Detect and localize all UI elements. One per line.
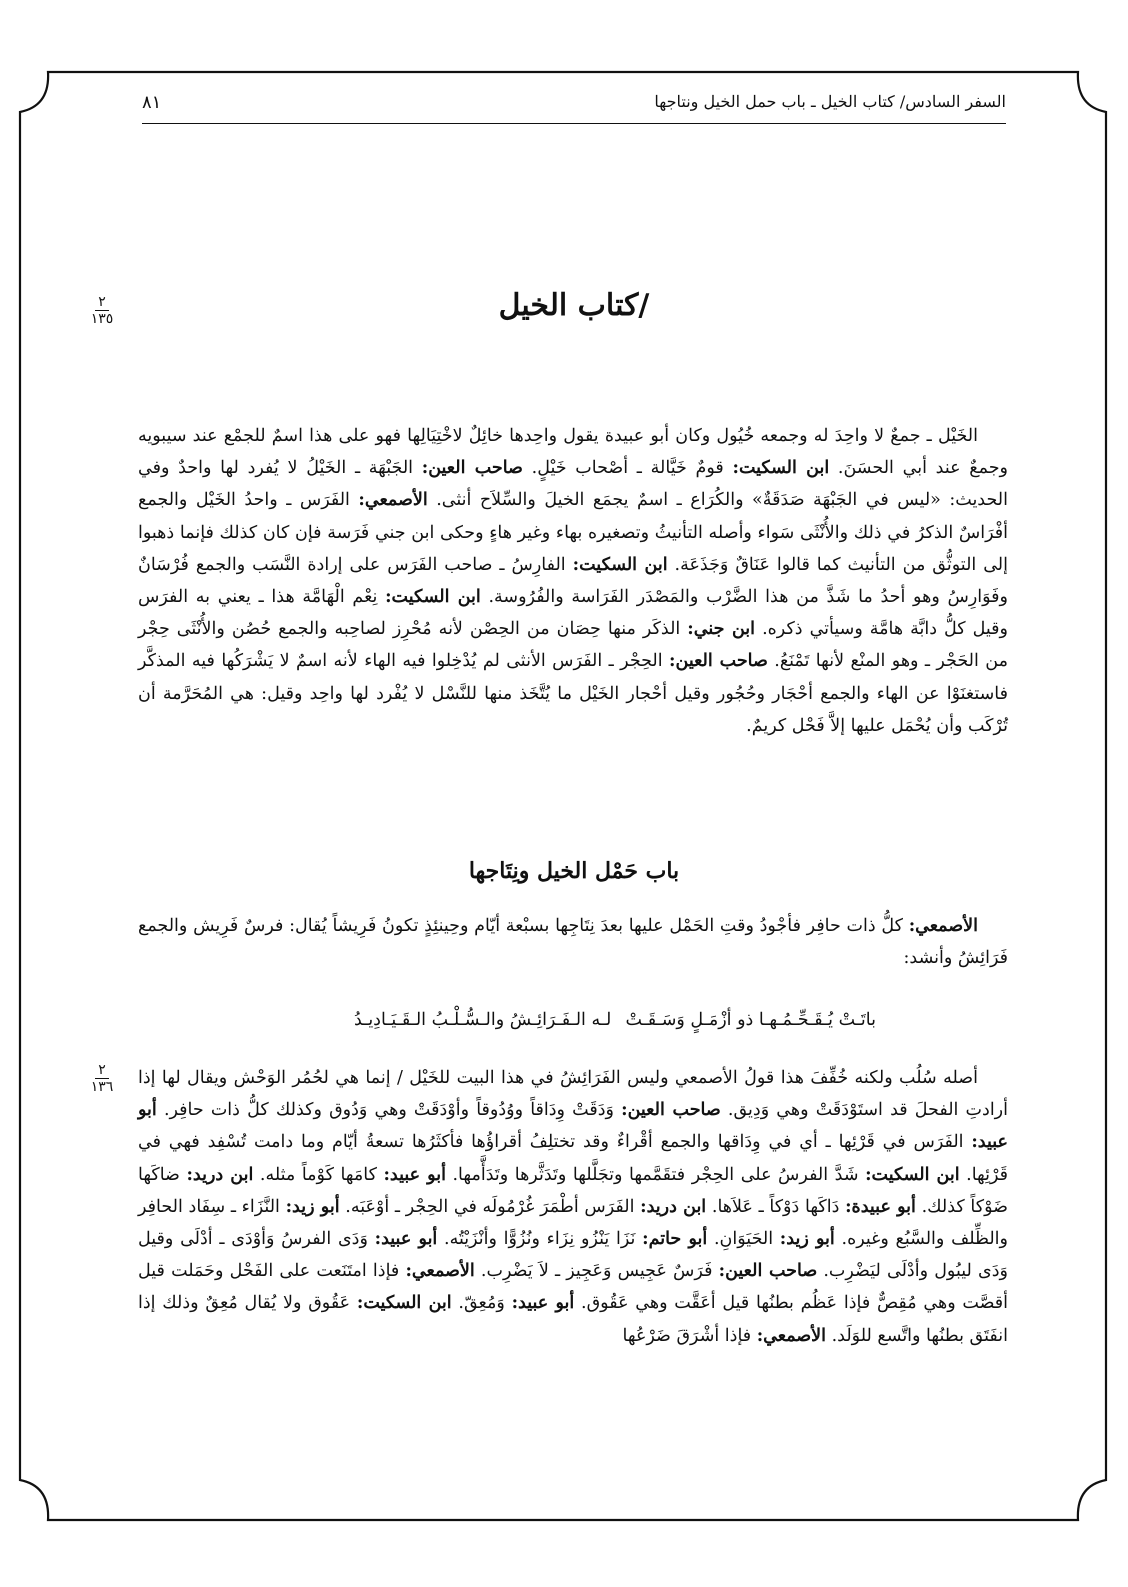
verse-first-hemistich: باتَـتْ يُـقَـحِّـمُـهـا ذو أزْمَـلٍ وَسَـقَـتْ xyxy=(625,1010,876,1030)
verse-second-hemistich: لـه الـفَـرَائِـشُ والـسُّـلْـبُ الـقَـيَـادِيـدُ xyxy=(354,1010,612,1030)
source-attribution: صاحب العين: xyxy=(669,651,768,672)
text-run: شَدَّ الفرسُ على الحِجْر فتقَمَّمها وتجَلَّلها وتَدَثَّرها وتَدَأَّمها. xyxy=(445,1164,866,1185)
text-run: عَقُوق ولا يُقال مُعِقٌ وذلك إذا انفَتَق بطنُها واتَّسع للوَلَد. xyxy=(138,1293,1008,1346)
source-attribution: ابن السكيت: xyxy=(865,1164,960,1185)
poetry-verse xyxy=(142,1010,1006,1044)
paragraph-1 xyxy=(138,420,1008,742)
text-run: دَاكَها دَوْكاً ـ عَلاَها. xyxy=(706,1196,846,1217)
text-run: الحِجْر ـ الفَرَس الأنثى لم يُدْخِلوا فيه الهاء لأنه اسمٌ لا يَشْرَكُها فيه المذكَّر فاستغنَوْا عن الهاء والجمع أحْجَار وحُجُور وقيل أحْجار الخَيْل ما يُتَّخَذ منها للنَّسْل لا يُفْرد لها واحِد وقيل: هي المُحَرَّمة أن تُرْكَب وأن يُحْمَل عليها إلاَّ فَحْل كريمٌ. xyxy=(138,651,1008,736)
source-attribution: أبو زيد: xyxy=(285,1196,340,1217)
text-run: الخَيْل ـ جمعٌ لا واحِدَ له وجمعه خُيُول وكان أبو عبيدة يقول واحِدها خائِلٌ لاخْتِيَالِها فهو على هذا اسمٌ للجمْع عند سيبويه وجمعٌ عند أبي الحسَنَ. xyxy=(138,426,1008,479)
text-run: الفَرَس أطْمَرَ غُرْمُولَه في الحِجْر ـ أوْعَبَه. xyxy=(339,1196,641,1217)
text-run: فَرَسٌ عَجِيس وَعَجِيز ـ لاَ يَضْرِب. xyxy=(474,1261,719,1282)
source-attribution: أبو عبيد: xyxy=(511,1293,575,1314)
source-attribution: صاحب العين: xyxy=(421,458,523,479)
header-rule xyxy=(142,123,1006,124)
running-title: السفر السادس/ كتاب الخيل ـ باب حمل الخيل ونتاجها xyxy=(654,92,1006,111)
source-attribution: أبو عبيد: xyxy=(374,1229,438,1250)
section-title: باب حَمْل الخيل ونِتَاجها xyxy=(468,858,680,884)
margin-reference-1: ٢ ١٣٥ xyxy=(90,294,114,327)
source-attribution: صاحب العين: xyxy=(718,1261,818,1282)
text-run: النَّزَاء ـ سِفَاد الحافِر والظِّلف والسَّبُع وغيره. xyxy=(138,1196,1008,1250)
text-run: قومٌ خَيَّالة ـ أصْحاب خَيْلٍ. xyxy=(522,458,733,479)
source-attribution: الأصمعي: xyxy=(908,916,978,936)
source-attribution: الأصمعي: xyxy=(405,1261,475,1282)
text-run: الفَرَس ـ واحدُ الخَيْل والجمع أفْرَاسٌ الذكرُ في ذلك والأُنْثَى سَواء وأصله التأنيثُ وتصغيره بهاء وغير هاءٍ وحكى ابن جني فَرَسة فإن كان كذلك فإنما ذهبوا إلى التوثُّق من التأنيث كما قالوا عَنَاقٌ وَجَذَعَة. xyxy=(138,490,1008,575)
source-attribution: أبو عبيد: xyxy=(138,1100,1008,1153)
chapter-title: /كتاب الخيل xyxy=(498,288,650,323)
margin-reference-2: ٢ ١٣٦ xyxy=(90,1062,114,1095)
text-run: كلُّ ذات حافِر فأجْودُ وقتِ الحَمْل عليها بعدَ نِتَاجِها بسبْعة أيّام وحِينئِذٍ تكونُ فَرِيشاً يُقال: فرسٌ فَرِيش والجمع فَرَائِشُ وأنشد: xyxy=(138,916,1008,969)
page-number: ٨١ xyxy=(142,92,162,113)
source-attribution: ابن السكيت: xyxy=(572,554,668,575)
text-run: أصله سُلُب ولكنه خُفِّفَ هذا قولُ الأصمعي وليس الفَرَائِشُ في هذا البيت للخَيْل / إنما هي لحُمُر الوَحْش ويقال لها إذا أرادتِ الفحلَ قد استَوْدَقَتْ وهي وَدِيق. xyxy=(138,1068,1008,1121)
source-attribution: ابن جني: xyxy=(687,619,756,640)
source-attribution: الأصمعي: xyxy=(358,490,428,511)
source-attribution: أبو عبيد: xyxy=(383,1164,446,1185)
source-attribution: ابن دريد: xyxy=(640,1196,707,1217)
source-attribution: صاحب العين: xyxy=(621,1100,721,1121)
text-run: وَدَقَتْ وِدَاقاً ووُدُوقاً وأوْدَقَتْ وهي وَدُوق وكذلك كلُّ ذات حافِر. xyxy=(156,1100,622,1121)
text-run: نِعْم الْهَامَّة هذا ـ يعني به الفرَس وقيل كلُّ دابَّة هامَّة وسيأتي ذكره. xyxy=(138,587,1008,640)
text-run: الحَيَوَانِ. xyxy=(707,1229,780,1250)
source-attribution: ابن دريد: xyxy=(186,1164,254,1185)
source-attribution: أبو عبيدة: xyxy=(845,1196,916,1217)
source-attribution: ابن السكيت: xyxy=(356,1293,452,1314)
source-attribution: الأصمعي: xyxy=(756,1325,827,1346)
text-run: فإذا أشْرَقَ ضَرْعُها xyxy=(622,1325,757,1346)
page-header xyxy=(142,88,1006,116)
text-run: فإذا امتَنَعت على الفَحْل وحَمَلت قيل أقصَّت وهي مُقِصٌّ فإذا عَظُم بطنُها قيل أعَقَّت وهي عَقُوق. xyxy=(138,1261,1009,1314)
text-run: الجَبْهَة ـ الخَيْلُ لا يُفرد لها واحدٌ وفي الحديث: «ليس في الجَبْهَة صَدَقَةٌ» والكُرَاع ـ اسمٌ يجمَع الخيلَ والسِّلاَح أنثى. xyxy=(138,458,1008,511)
source-attribution: أبو زيد: xyxy=(779,1229,835,1250)
source-attribution: ابن السكيت: xyxy=(385,587,481,608)
text-run: نَزَا يَنْزُو نِزَاء ونُزُوًّا وأنْزَيْتُه. xyxy=(437,1229,643,1250)
text-run: الفَرَس في قَرْئِها ـ أي في وِدَاقها والجمع أقْراءٌ وقد تختلِفُ أقراؤُها فأكثَرُها تسعةُ أيّام وما دامت تُسْفِد فهي في قَرْئِها. xyxy=(138,1132,1008,1185)
text-run: الذكَر منها حِصَان من الحِصْن لأنه مُحْرِز لصاحِبه والجمع حُصُن والأُنْثَى حِجْر من الحَجْر ـ وهو المنْع لأنها تَمْنَعُ. xyxy=(138,619,1008,672)
text-run: كامَها كَوْماً مثله. xyxy=(253,1164,384,1185)
paragraph-2 xyxy=(138,910,1008,974)
source-attribution: ابن السكيت: xyxy=(732,458,830,479)
source-attribution: أبو حاتم: xyxy=(642,1229,708,1250)
text-run: ضاكَها ضَوْكاً كذلك. xyxy=(138,1164,1008,1217)
paragraph-3 xyxy=(138,1062,1008,1352)
text-run: وَمُعِقّ. xyxy=(451,1293,512,1314)
text-run: وَدَى الفرسُ وَأوْدَى ـ أدْلَى وقيل وَدَى ليبُول وأدْلَى ليَضْرِب. xyxy=(138,1229,1008,1282)
text-run: الفارِسُ ـ صاحب الفَرَس على إرادة النَّسَب والجمع فُرْسَانٌ وفَوَارِسُ وهو أحدُ ما شَذَّ من هذا الضَّرْب والمَصْدَر الفَرَاسة والفُرُوسة. xyxy=(138,554,1008,608)
